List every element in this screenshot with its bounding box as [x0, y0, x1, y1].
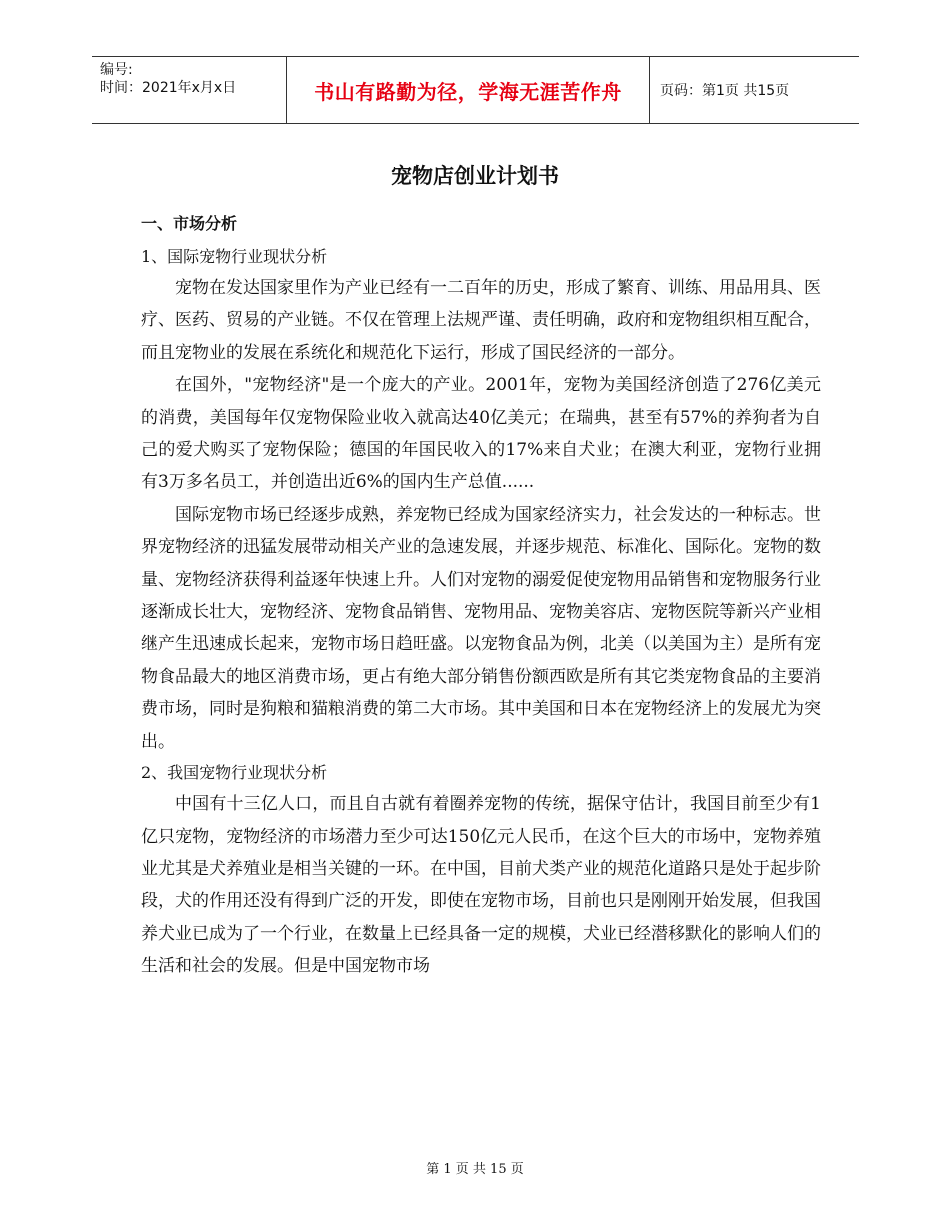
- header-motto: 书山有路勤为径，学海无涯苦作舟: [286, 57, 650, 123]
- document-title: 宠物店创业计划书: [391, 164, 559, 188]
- page-footer: 第 1 页 共 15 页: [426, 1162, 524, 1177]
- header-meta: [92, 57, 286, 123]
- page-header: [92, 56, 859, 124]
- paragraph: 国际宠物市场已经逐步成熟，养宠物已经成为国家经济实力，社会发达的一种标志。世界宠物经济的迅猛发展带动相关产业的急速发展，并逐步规范、标准化、国际化。宠物的数量、宠物经济获得利益逐年快速上升。人们对宠物的溺爱促使宠物用品销售和宠物服务行业逐渐成长壮大，宠物经济、宠物食品销售、宠物用品、宠物美容店、宠物医院等新兴产业相继产生迅速成长起来，宠物市场日趋旺盛。以宠物食品为例，北美（以美国为主）是所有宠物食品最大的地区消费市场，更占有绝大部分销售份额西欧是所有其它类宠物食品的主要消费市场，同时是狗粮和猫粮消费的第二大市场。其中美国和日本在宠物经济上的发展尤为突出。: [141, 504, 821, 752]
- number-label: 编号:: [100, 62, 133, 78]
- paragraph: 宠物在发达国家里作为产业已经有一二百年的历史，形成了繁育、训练、用品用具、医疗、医药、贸易的产业链。不仅在管理上法规严谨、责任明确，政府和宠物组织相互配合，而且宠物业的发展在系统化和规范化下运行，形成了国民经济的一部分。: [141, 278, 821, 363]
- section-heading: 一、市场分析: [141, 214, 238, 233]
- document-body: [141, 210, 821, 983]
- paragraph: 中国有十三亿人口，而且自古就有着圈养宠物的传统，据保守估计，我国目前至少有1亿只宠物，宠物经济的市场潜力至少可达150亿元人民币，在这个巨大的市场中，宠物养殖业尤其是犬养殖业是相当关键的一环。在中国，目前犬类产业的规范化道路只是处于起步阶段，犬的作用还没有得到广泛的开发，即使在宠物市场，目前也只是刚刚开始发展，但我国养犬业已成为了一个行业，在数量上已经具备一定的规模，犬业已经潜移默化的影响人们的生活和社会的发展。但是中国宠物市场: [141, 794, 821, 977]
- subsection-heading: 2、我国宠物行业现状分析: [141, 763, 328, 783]
- paragraph: 在国外，"宠物经济"是一个庞大的产业。2001年，宠物为美国经济创造了276亿美元的消费，美国每年仅宠物保险业收入就高达40亿美元；在瑞典，甚至有57%的养狗者为自己的爱犬购买了宠物保险；德国的年国民收入的17%来自犬业；在澳大利亚，宠物行业拥有3万多名员工，并创造出近6%的国内生产总值......: [141, 375, 821, 493]
- header-page-label: 页码：第1页 共15页: [660, 83, 790, 99]
- subsection-heading: 1、国际宠物行业现状分析: [141, 247, 328, 266]
- time-label: 时间：2021年x月x日: [100, 80, 237, 96]
